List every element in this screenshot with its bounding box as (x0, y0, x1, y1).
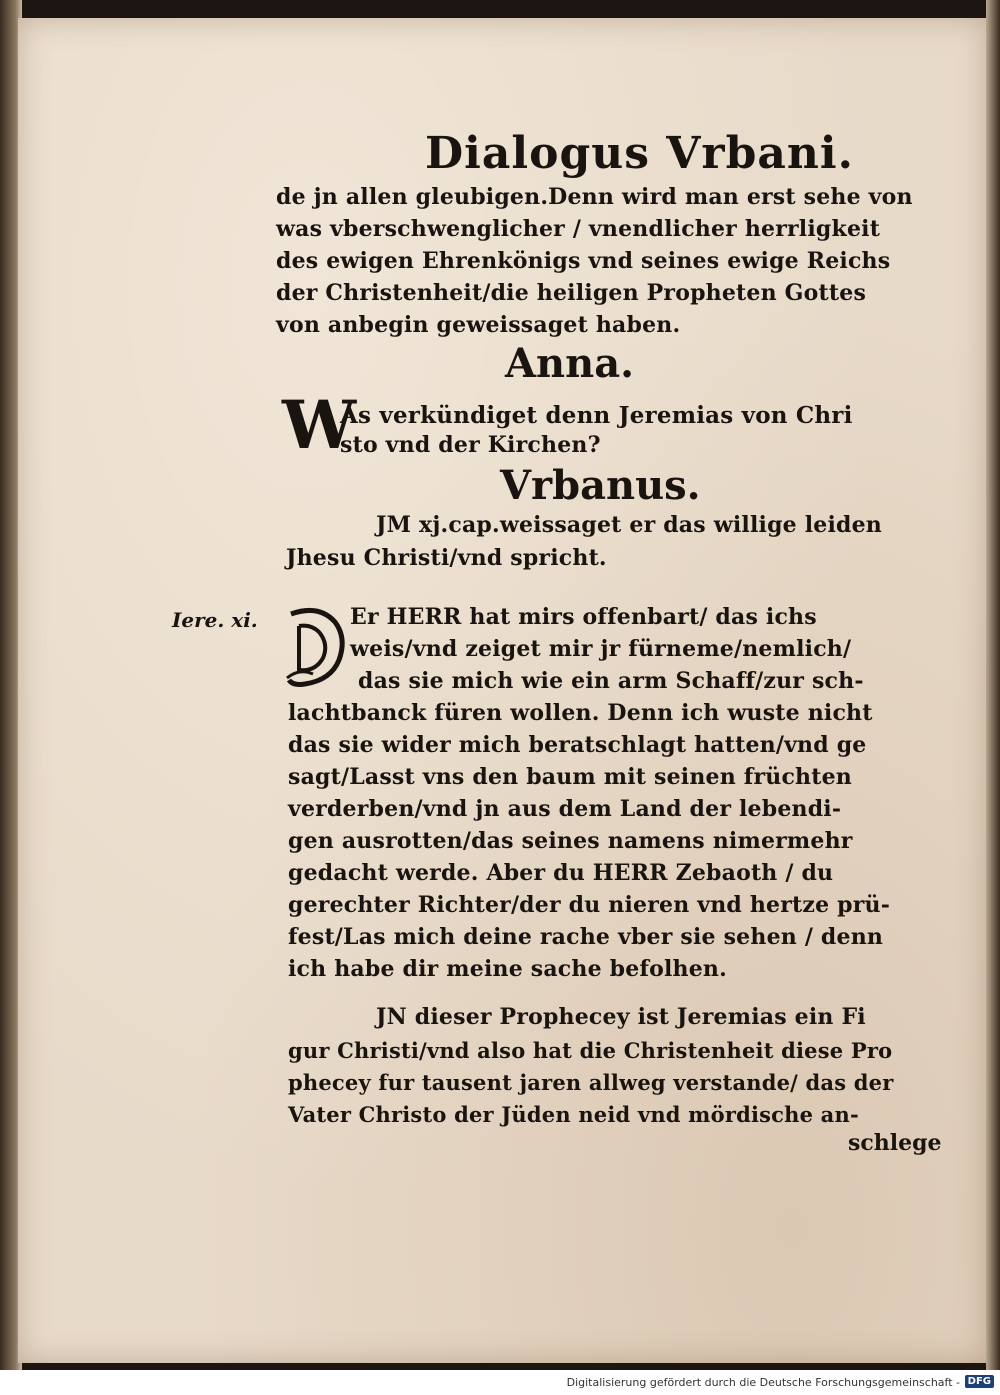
text-line: sagt/Lasst vns den baum mit seinen früchten (288, 764, 853, 790)
ornamental-dropcap-d (285, 604, 347, 688)
speaker-heading-anna: Anna. (505, 340, 635, 387)
text-line: de jn allen gleubigen.Denn wird man erst sehe von (276, 184, 913, 210)
dfg-logo: DFG (965, 1375, 994, 1388)
text-line: fest/Las mich deine rache vber sie sehen / denn (288, 924, 884, 950)
text-line: verderben/vnd jn aus dem Land der lebendi- (288, 796, 842, 822)
text-line: des ewigen Ehrenkönigs vnd seines ewige Reichs (276, 248, 891, 274)
text-line: Er HERR hat mirs offenbart/ das ichs (350, 604, 817, 630)
text-line: As verkündiget denn Jeremias von Chri (340, 402, 853, 429)
text-line: Jhesu Christi/vnd spricht. (286, 545, 607, 571)
text-line: JN dieser Prophecey ist Jeremias ein Fi (376, 1004, 866, 1030)
funding-footer: Digitalisierung gefördert durch die Deutsche Forschungsgemeinschaft - (566, 1376, 960, 1389)
page-right-edge (986, 0, 1000, 1370)
text-line: das sie wider mich beratschlagt hatten/vnd ge (288, 732, 867, 758)
margin-note: Iere. xi. (172, 608, 258, 632)
text-line: sto vnd der Kirchen? (340, 432, 601, 458)
running-head: Dialogus Vrbani. (425, 128, 854, 179)
dropcap-w: W (282, 386, 357, 464)
dropcap-d-ornament (285, 604, 347, 688)
catchword: schlege (848, 1130, 942, 1156)
text-line: gur Christi/vnd also hat die Christenheit diese Pro (288, 1038, 893, 1063)
text-line: der Christenheit/die heiligen Propheten Gottes (276, 280, 867, 306)
text-line: gerechter Richter/der du nieren vnd hertze prü- (288, 892, 891, 918)
text-line: weis/vnd zeiget mir jr fürneme/nemlich/ (350, 636, 852, 662)
speaker-heading-urbanus: Vrbanus. (500, 462, 701, 509)
text-line: lachtbanck füren wollen. Denn ich wuste nicht (288, 700, 873, 726)
text-line: phecey fur tausent jaren allweg verstande/ das der (288, 1070, 894, 1095)
text-line: gen ausrotten/das seines namens nimermehr (288, 828, 853, 854)
text-line: ich habe dir meine sache befolhen. (288, 956, 727, 982)
text-line: das sie mich wie ein arm Schaff/zur sch- (358, 668, 864, 694)
text-line: gedacht werde. Aber du HERR Zebaoth / du (288, 860, 834, 886)
text-line: Vater Christo der Jüden neid vnd mördische an- (288, 1102, 859, 1127)
text-line: von anbegin geweissaget haben. (276, 312, 681, 338)
text-line: was vberschwenglicher / vnendlicher herrligkeit (276, 216, 881, 242)
text-line: JM xj.cap.weissaget er das willige leiden (376, 512, 882, 538)
